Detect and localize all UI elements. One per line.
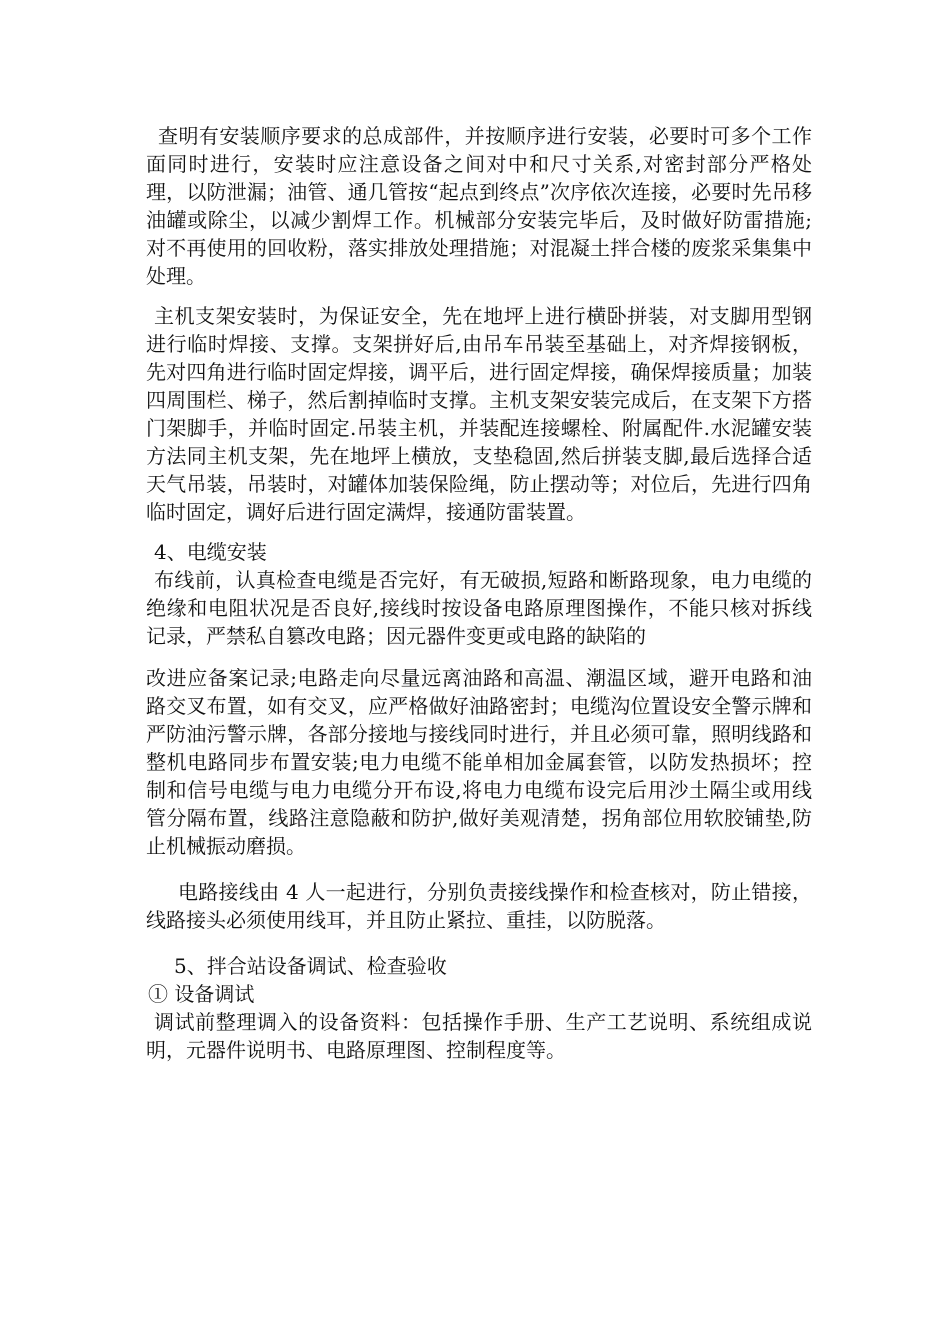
section-heading-cable: 4、电缆安装 [154, 540, 267, 564]
subsection-heading-equipment-test: ① 设备调试 [148, 982, 255, 1006]
paragraph-wiring-layout: 改进应备案记录;电路走向尽量远离油路和高温、潮温区域，避开电路和油路交叉布置，如有交叉，应严格做好油路密封；电缆沟位置设安全警示牌和严防油污警示牌，各部分接地与接线同时进行，并且必须可靠，照明线路和整机电路同步布置安装;电力电缆不能单相加金属套管，以防发热损坏；控制和信号电缆与电力电缆分开布设,将电力电缆布设完后用沙土隔尘或用线管分隔布置，线路注意隐蔽和防护,做好美观清楚，拐角部位用软胶铺垫,防止机械振动磨损。 [146, 666, 812, 858]
paragraph-test-preparation: 调试前整理调入的设备资料：包括操作手册、生产工艺说明、系统组成说明，元器件说明书、电路原理图、控制程度等。 [146, 1010, 812, 1062]
paragraph-wiring-check: 布线前，认真检查电缆是否完好，有无破损,短路和断路现象，电力电缆的绝缘和电阻状况是否良好,接线时按设备电路原理图操作，不能只核对拆线记录，严禁私自篡改电路；因元器件变更或电路的缺陷的 [146, 568, 812, 648]
paragraph-wiring-team: 电路接线由 4 人一起进行，分别负责接线操作和检查核对，防止错接，线路接头必须使用线耳，并且防止紧拉、重挂，以防脱落。 [146, 880, 812, 932]
section-heading-commissioning: 5、拌合站设备调试、检查验收 [174, 954, 447, 978]
paragraph-main-frame: 主机支架安装时，为保证安全，先在地坪上进行横卧拼装，对支脚用型钢进行临时焊接、支撑。支架拼好后,由吊车吊装至基础上，对齐焊接钢板，先对四角进行临时固定焊接，调平后，进行固定焊接，确保焊接质量；加装四周围栏、梯子，然后割掉临时支撑。主机支架安装完成后，在支架下方搭门架脚手，并临时固定.吊装主机，并装配连接螺栓、附属配件.水泥罐安装方法同主机支架，先在地坪上横放，支垫稳固,然后拼装支脚,最后选择合适天气吊装，吊装时，对罐体加装保险绳，防止摆动等；对位后，先进行四角临时固定，调好后进行固定满焊，接通防雷装置。 [146, 304, 812, 524]
paragraph-assembly-order: 查明有安装顺序要求的总成部件，并按顺序进行安装，必要时可多个工作面同时进行，安装时应注意设备之间对中和尺寸关系,对密封部分严格处理，以防泄漏；油管、通几管按“起点到终点”次序依次连接，必要时先吊移油罐或除尘，以减少割焊工作。机械部分安装完毕后，及时做好防雷措施;对不再使用的回收粉，落实排放处理措施；对混凝土拌合楼的废浆采集集中处理。 [146, 124, 812, 288]
document-body [146, 122, 812, 1064]
